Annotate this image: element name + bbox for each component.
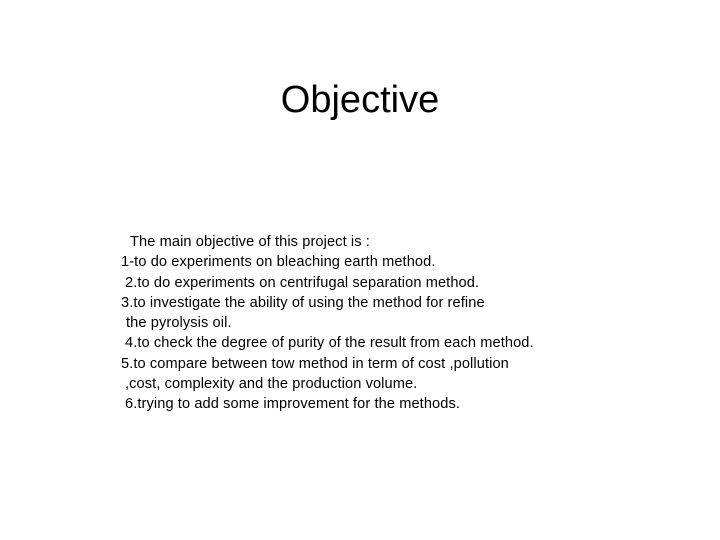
objective-line-4: 4.to check the degree of purity of the result from each method. <box>125 335 534 352</box>
objective-line-1: 1-to do experiments on bleaching earth method. <box>121 254 436 271</box>
objective-line-5-continued: ,cost, complexity and the production volume. <box>125 376 418 393</box>
objective-line-3: 3.to investigate the ability of using the method for refine <box>121 294 485 311</box>
objective-line-6: 6.trying to add some improvement for the methods. <box>125 396 461 413</box>
slide-title: Objective <box>280 79 440 121</box>
objective-line-3-continued: the pyrolysis oil. <box>126 315 232 332</box>
objective-line-5: 5.to compare between tow method in term of cost ,pollution <box>121 355 509 372</box>
objective-line-2: 2.to do experiments on centrifugal separation method. <box>125 274 480 291</box>
objective-list <box>118 232 678 415</box>
objective-intro-line: The main objective of this project is : <box>130 234 370 250</box>
